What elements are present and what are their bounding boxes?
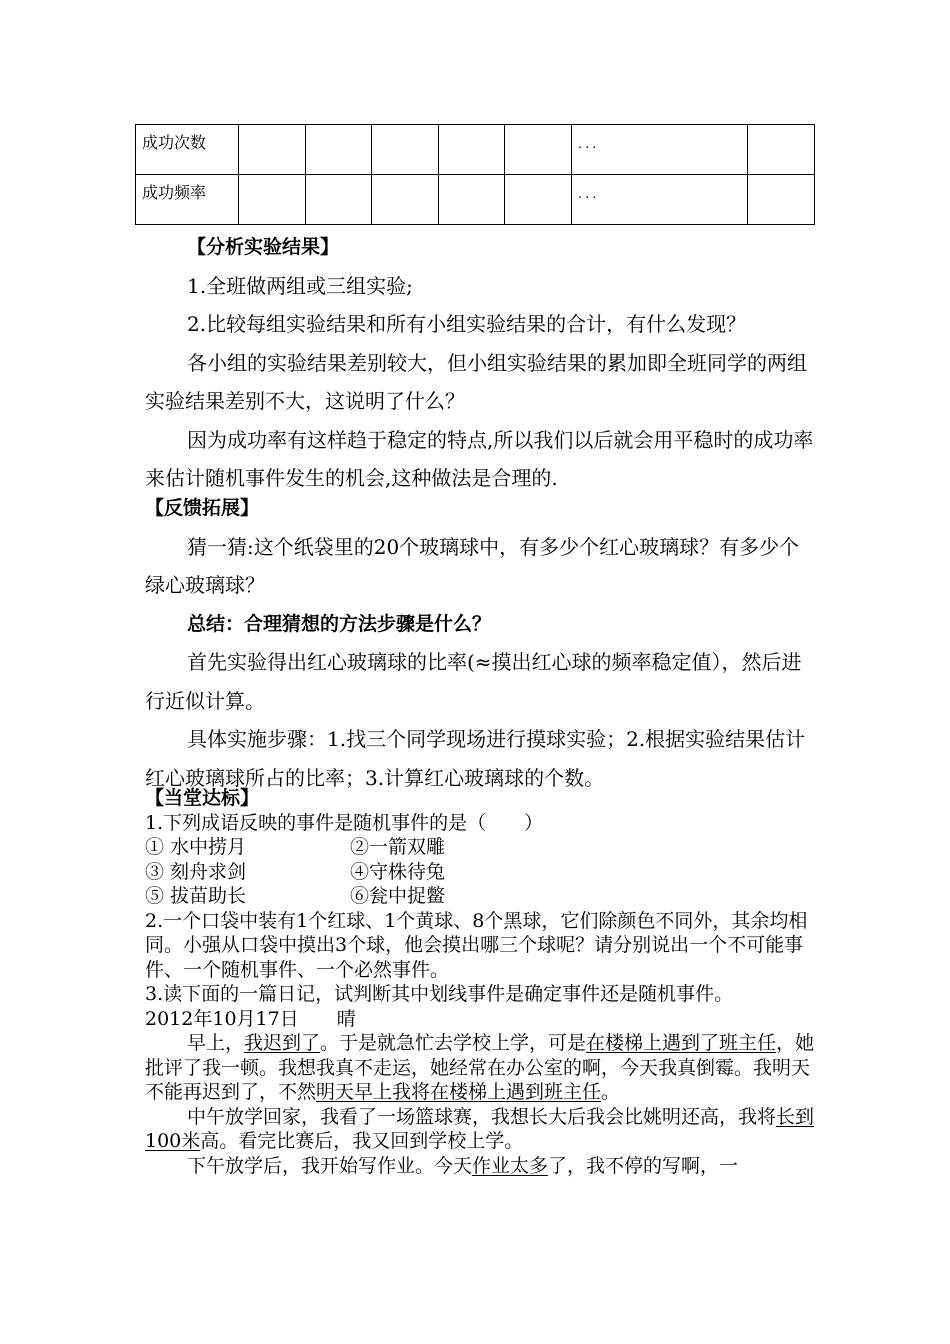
analysis-paragraph: 各小组的实验结果差别较大，但小组实验结果的累加即全班同学的两组实验结果差别不大，这说明了什么？ <box>145 350 807 413</box>
diary-paragraph-1 <box>145 1031 815 1105</box>
diary-text: 了，我不停的写啊，一 <box>548 1154 739 1177</box>
options-row <box>145 860 815 885</box>
diary-date: 2012年10月17日 晴 <box>145 1007 356 1030</box>
analysis-heading: 【分析实验结果】 <box>187 236 340 258</box>
option: ④守株待兔 <box>350 860 446 883</box>
diary-text: 中午放学回家，我看了一场篮球赛，我想长大后我会比姚明还高，我将 <box>187 1105 777 1128</box>
underlined-event: 在楼梯上遇到了班主任 <box>586 1032 777 1054</box>
practice-section <box>145 786 815 1178</box>
diary-text: ，她批评了我一顿。我想我真不走运，她经常在办公室的啊，今天我真倒霉。我明天不能再迟到了，不然 <box>145 1032 815 1103</box>
underlined-event: 明天早上我将在楼梯上遇到班主任 <box>316 1081 602 1103</box>
table-cell <box>305 125 372 175</box>
option: ③ 刻舟求剑 <box>145 860 247 883</box>
summary-question: 总结：合理猜想的方法步骤是什么？ <box>187 612 492 635</box>
table-cell <box>372 125 439 175</box>
underlined-event: 我迟到了 <box>244 1032 321 1054</box>
table-row <box>136 125 815 175</box>
feedback-section <box>145 489 815 797</box>
ellipsis-cell: ... <box>572 125 748 175</box>
table-cell <box>305 175 372 225</box>
diary-text: 高。看完比赛后，我又回到学校上学。 <box>200 1130 524 1152</box>
question-2: 2.一个口袋中装有1个红球、1个黄球、8个黑球，它们除颜色不同外，其余均相同。小强从口袋中摸出3个球，他会摸出哪三个球呢？请分别说出一个不可能事件、一个随机事件、一个必然事件。 <box>145 909 808 981</box>
options-row <box>145 835 815 860</box>
analysis-item-1: 1.全班做两组或三组实验; <box>187 273 413 298</box>
table-cell <box>505 125 572 175</box>
feedback-heading: 【反馈拓展】 <box>145 497 260 519</box>
table-row <box>136 175 815 225</box>
table-cell <box>748 125 815 175</box>
table-cell <box>438 125 505 175</box>
option: ⑥瓮中捉鳖 <box>350 885 446 907</box>
row-label: 成功次数 <box>136 125 239 175</box>
underlined-event: 长到100米 <box>145 1105 815 1152</box>
diary-text: 。于是就急忙去学校上学，可是 <box>320 1032 587 1054</box>
analysis-conclusion: 因为成功率有这样趋于稳定的特点,所以我们以后就会用平稳时的成功率来估计随机事件发生的机会,这种做法是合理的. <box>145 427 814 490</box>
underlined-event: 作业太多 <box>472 1154 549 1177</box>
diary-text: 。 <box>601 1081 621 1103</box>
diary-paragraph-2 <box>145 1105 815 1154</box>
option: ① 水中捞月 <box>145 836 247 858</box>
table-cell <box>748 175 815 225</box>
diary-paragraph-3 <box>145 1154 815 1179</box>
option: ②一箭双雕 <box>350 836 446 858</box>
guess-paragraph: 猜一猜:这个纸袋里的20个玻璃球中，有多少个红心玻璃球？有多少个绿心玻璃球？ <box>145 534 800 597</box>
table-cell <box>372 175 439 225</box>
diary-text: 早上， <box>187 1032 245 1054</box>
option: ⑤ 拔苗助长 <box>145 885 247 907</box>
results-table <box>135 124 815 225</box>
table-cell <box>438 175 505 225</box>
question-3: 3.读下面的一篇日记，试判断其中划线事件是确定事件还是随机事件。 <box>145 983 734 1005</box>
options-row <box>145 884 815 909</box>
table-cell <box>239 175 306 225</box>
analysis-section <box>145 228 815 498</box>
row-label: 成功频率 <box>136 175 239 225</box>
ellipsis-cell: ... <box>572 175 748 225</box>
table-cell <box>239 125 306 175</box>
diary-text: 下午放学后，我开始写作业。今天 <box>187 1154 473 1177</box>
analysis-item-2: 2.比较每组实验结果和所有小组实验结果的合计，有什么发现？ <box>187 312 747 336</box>
table-cell <box>505 175 572 225</box>
steps-paragraph: 具体实施步骤：1.找三个同学现场进行摸球实验；2.根据实验结果估计红心玻璃球所占的比率；3.计算红心玻璃球的个数。 <box>145 727 806 790</box>
summary-paragraph: 首先实验得出红心玻璃球的比率(≈摸出红心球的频率稳定值），然后进行近似计算。 <box>145 650 802 713</box>
question-1: 1.下列成语反映的事件是随机事件的是（ ） <box>145 811 544 834</box>
practice-heading: 【当堂达标】 <box>145 787 260 809</box>
